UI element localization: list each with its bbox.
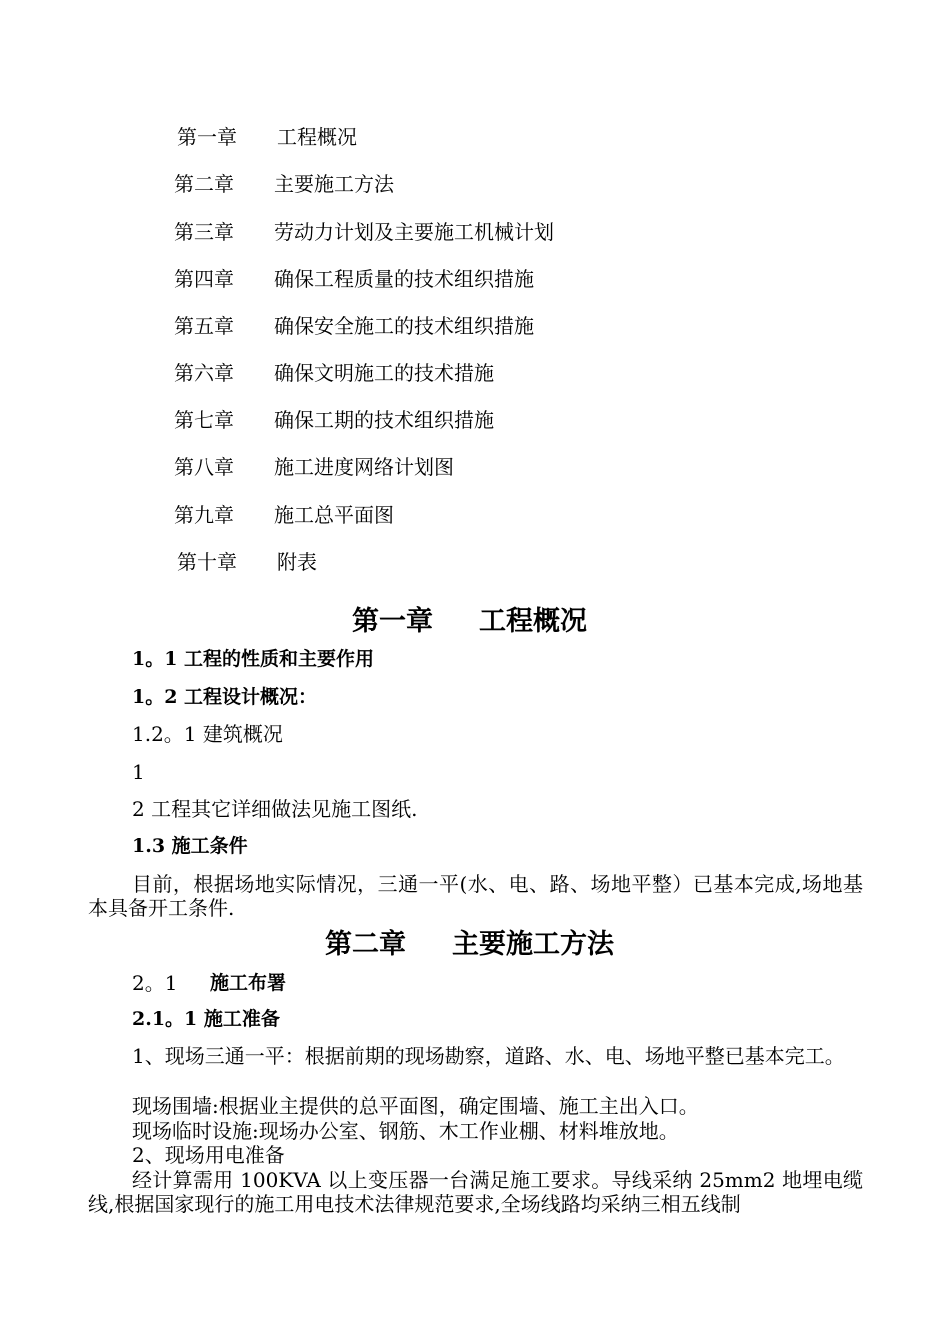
- paragraph: 现场围墙:根据业主提供的总平面图，确定围墙、施工主出入口。: [132, 1094, 699, 1118]
- toc-chapter-number: 第八章: [174, 455, 234, 479]
- toc-chapter-title: 工程概况: [277, 125, 357, 149]
- paragraph: 现场临时设施:现场办公室、钢筋、木工作业棚、材料堆放地。: [132, 1119, 679, 1143]
- chapter-number: 第一章: [352, 606, 433, 637]
- subsection-heading: 1.2。1 建筑概况: [132, 722, 283, 746]
- toc-chapter-title: 劳动力计划及主要施工机械计划: [274, 220, 554, 244]
- toc-chapter-title: 确保工程质量的技术组织措施: [274, 267, 534, 291]
- section-heading: 1。2 工程设计概况：: [132, 686, 318, 708]
- paragraph: 经计算需用 100KVA 以上变压器一台满足施工要求。导线采纳 25mm2 地埋电缆线,根据国家现行的施工用电技术法律规范要求,全场线路均采纳三相五线制: [88, 1168, 863, 1216]
- list-item: 2 工程其它详细做法见施工图纸.: [132, 797, 418, 821]
- chapter-heading: [352, 606, 587, 638]
- toc-chapter-number: 第五章: [174, 314, 234, 338]
- toc-chapter-number: 第七章: [174, 408, 234, 432]
- toc-chapter-number: 第一章: [177, 125, 237, 149]
- toc-chapter-title: 确保安全施工的技术组织措施: [274, 314, 534, 338]
- chapter-heading: [325, 929, 614, 961]
- toc-chapter-title: 确保工期的技术组织措施: [274, 408, 494, 432]
- toc-chapter-title: 附表: [277, 550, 317, 574]
- section-heading: [132, 971, 287, 995]
- toc-chapter-title: 施工进度网络计划图: [274, 455, 454, 479]
- toc-chapter-title: 主要施工方法: [274, 172, 394, 196]
- section-title: 施工布署: [210, 972, 287, 994]
- section-heading: 1。1 工程的性质和主要作用: [132, 648, 375, 670]
- toc-chapter-number: 第四章: [174, 267, 234, 291]
- chapter-title: 主要施工方法: [452, 929, 614, 960]
- section-number: 2。1: [132, 971, 178, 995]
- chapter-number: 第二章: [325, 929, 406, 960]
- toc-chapter-title: 确保文明施工的技术措施: [274, 361, 494, 385]
- toc-chapter-number: 第六章: [174, 361, 234, 385]
- paragraph: 目前，根据场地实际情况，三通一平(水、电、路、场地平整）已基本完成,场地基本具备开工条件.: [88, 872, 863, 920]
- paragraph: 1、现场三通一平：根据前期的现场勘察，道路、水、电、场地平整已基本完工。: [132, 1044, 845, 1068]
- toc-chapter-number: 第十章: [177, 550, 237, 574]
- toc-chapter-title: 施工总平面图: [274, 503, 394, 527]
- chapter-title: 工程概况: [479, 606, 587, 637]
- list-item: 1: [132, 760, 145, 784]
- section-heading: 1.3 施工条件: [132, 835, 248, 857]
- paragraph: 2、现场用电准备: [132, 1143, 285, 1167]
- toc-chapter-number: 第二章: [174, 172, 234, 196]
- toc-chapter-number: 第三章: [174, 220, 234, 244]
- subsection-heading: 2.1。1 施工准备: [132, 1008, 280, 1030]
- toc-chapter-number: 第九章: [174, 503, 234, 527]
